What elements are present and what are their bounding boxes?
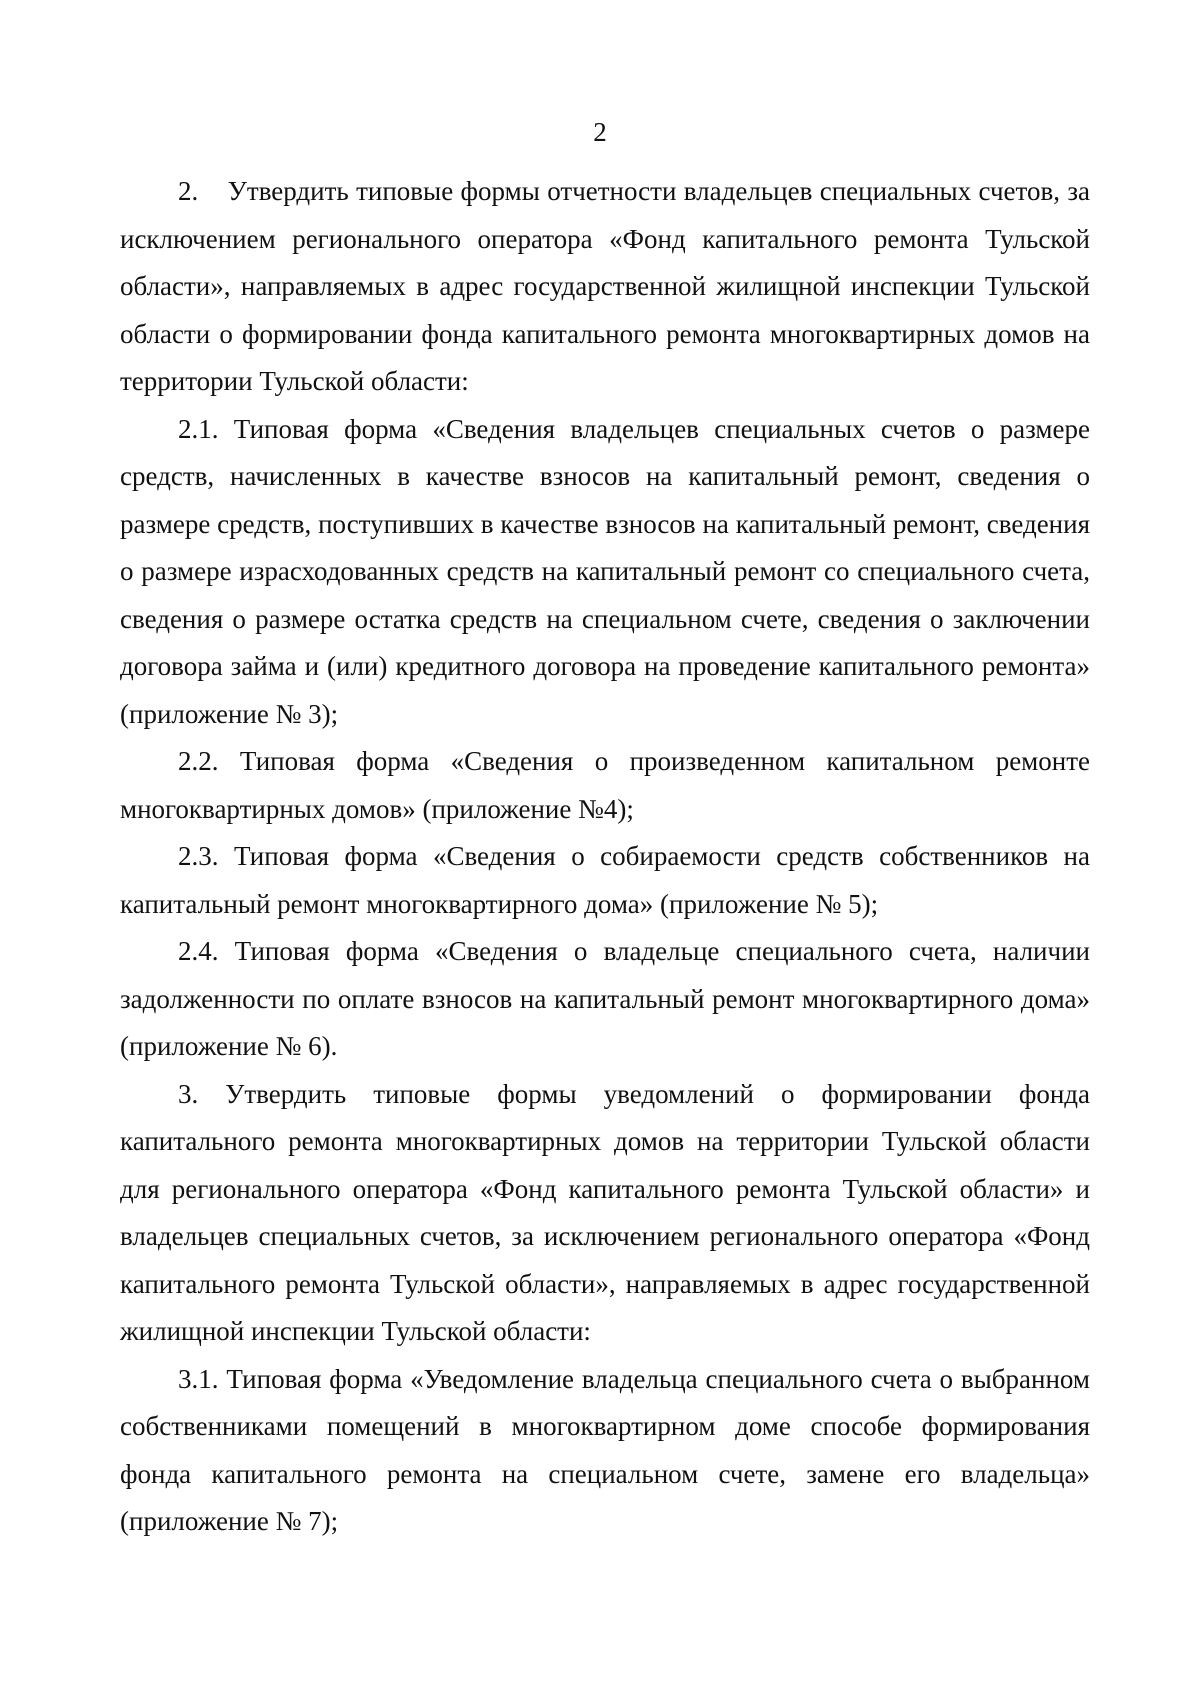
paragraph-2: 2. Утвердить типовые формы отчетности владельцев специальных счетов, за исключением регионального оператора «Фонд капитального ремонта Тульской области», направляемых в адрес государственной жилищной инспекции Тульской области о формировании фонда капитального ремонта многоквартирных домов на территории Тульской области: (120, 176, 1090, 396)
page-number: 2 (593, 117, 607, 147)
paragraph-2-2: 2.2. Типовая форма «Сведения о произведенном капитальном ремонте многоквартирных домов» (приложение №4); (120, 746, 1090, 824)
paragraph-3-1: 3.1. Типовая форма «Уведомление владельца специального счета о выбранном собственниками помещений в многоквартирном доме способе формирования фонда капитального ремонта на специальном счете, замене его владельца» (приложение № 7); (120, 1363, 1090, 1536)
paragraph-2-1: 2.1. Типовая форма «Сведения владельцев специальных счетов о размере средств, начисленных в качестве взносов на капитальный ремонт, сведения о размере средств, поступивших в качестве взносов на капитальный ремонт, сведения о размере израсходованных средств на капитальный ремонт со специального счета, сведения о размере остатка средств на специальном счете, сведения о заключении договора займа и (или) кредитного договора на проведение капитального ремонта» (приложение № 3); (120, 413, 1090, 729)
document-body (120, 168, 1090, 1546)
paragraph-2-3: 2.3. Типовая форма «Сведения о собираемости средств собственников на капитальный ремонт многоквартирного дома» (приложение № 5); (120, 841, 1090, 919)
paragraph-2-4: 2.4. Типовая форма «Сведения о владельце специального счета, наличии задолженности по оплате взносов на капитальный ремонт многоквартирного дома» (приложение № 6). (120, 936, 1090, 1061)
paragraph-3: 3. Утвердить типовые формы уведомлений о формировании фонда капитального ремонта многоквартирных домов на территории Тульской области для регионального оператора «Фонд капитального ремонта Тульской области» и владельцев специальных счетов, за исключением регионального оператора «Фонд капитального ремонта Тульской области», направляемых в адрес государственной жилищной инспекции Тульской области: (120, 1078, 1090, 1346)
